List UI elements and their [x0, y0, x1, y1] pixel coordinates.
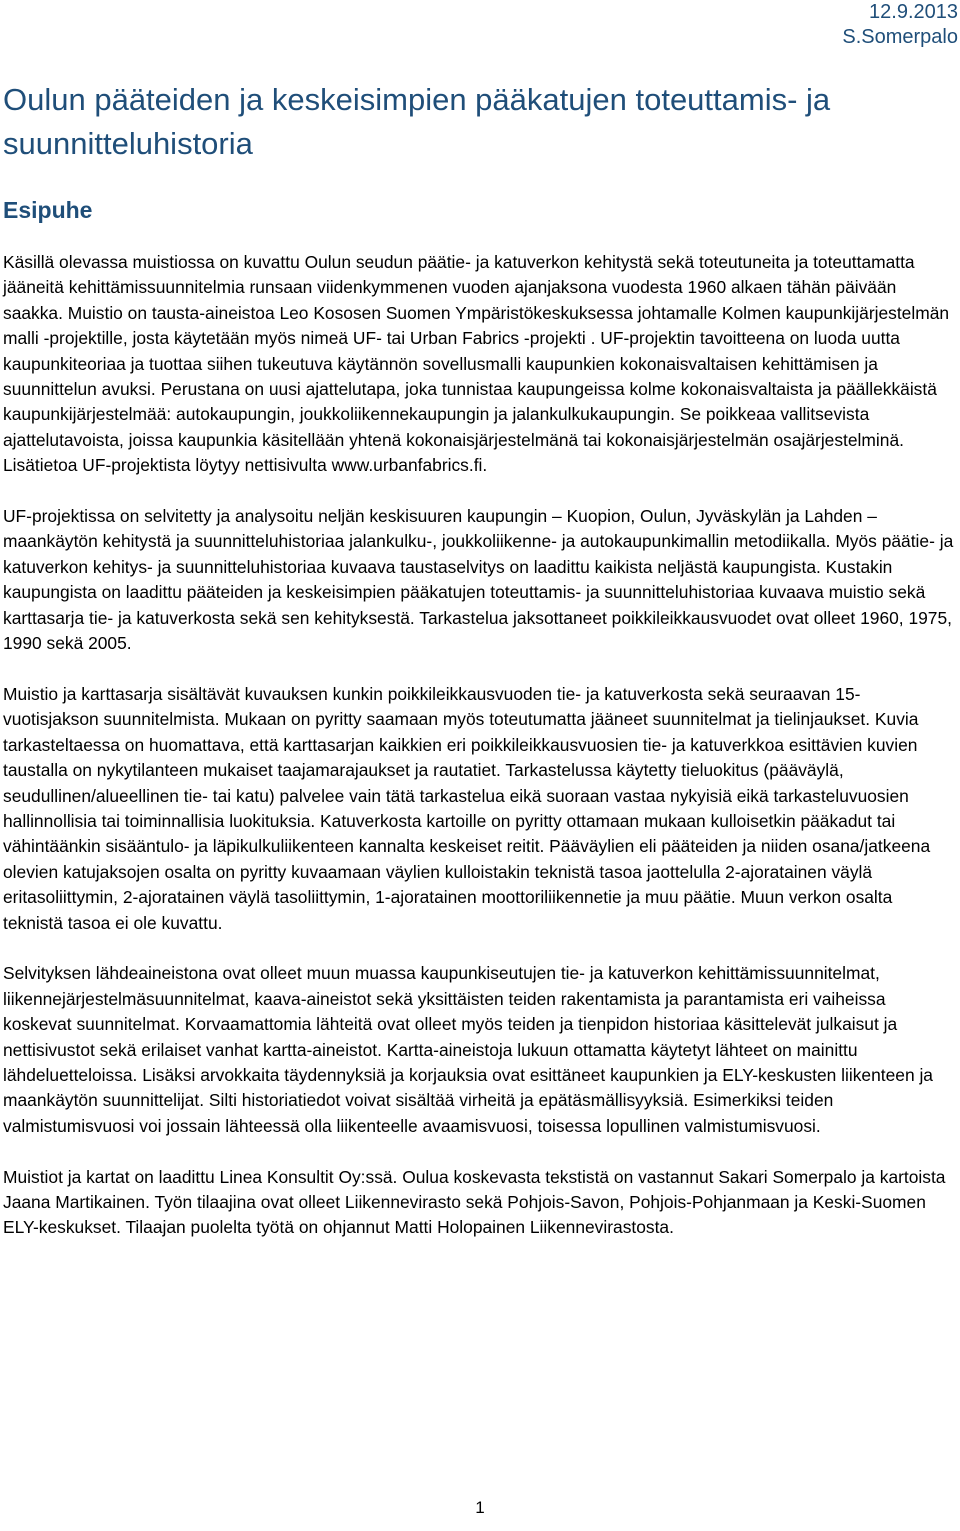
paragraph-uf-project: UF-projektissa on selvitetty ja analysoitu neljän keskisuuren kaupungin – Kuopion, Oulun, Jyväskylän ja Lahden – maankäytön kehitystä ja suunnitteluhistoriaa jalankulku-, joukkoliikenne- ja autokaupunkimallin metodiikalla. Myös päätie- ja katuverkon kehitys- ja suunnitteluhistoriaa kuvaava taustaselvitys on laadittu kaikista neljästä kaupungista. Kustakin kaupungista on laadittu pääteiden ja keskeisimpien pääkatujen toteuttamis- ja suunnitteluhistoriaa kuvaava muistio sekä karttasarja tie- ja katuverkosta sekä sen kehityksestä. Tarkastelua jaksottaneet poikkileikkausvuodet ovat olleet 1960, 1975, 1990 sekä 2005.: [3, 506, 954, 654]
section-heading: Esipuhe: [3, 197, 93, 223]
document-date: 12.9.2013: [869, 1, 958, 23]
paragraph-sources: Selvityksen lähdeaineistona ovat olleet muun muassa kaupunkiseutujen tie- ja katuverkon kehittämissuunnitelmat, liikennejärjestelmäsuunnitelmat, kaava-aineistot sekä yksittäisten teiden rakentamista ja parantamista eri vaiheissa koskevat suunnitelmat. Korvaamattomia lähteitä ovat olleet myös teiden ja tienpidon historiaa käsittelevät julkaisut ja nettisivustot sekä erilaiset vanhat kartta-aineistot. Kartta-aineistoja lukuun ottamatta käytetyt lähteet on mainittu lähdeluetteloissa. Lisäksi arvokkaita täydennyksiä ja korjauksia ovat esittäneet kaupunkien ja ELY-keskusten liikenteen ja maankäytön suunnittelijat. Silti historiatiedot voivat sisältää virheitä ja epätäsmällisyyksiä. Esimerkiksi teiden valmistumisvuosi voi jossain lähteessä olla liikenteelle avaamisvuosi, toisessa lopullinen valmistumisvuosi.: [3, 963, 933, 1136]
document-header-meta: [842, 0, 958, 50]
document-author: S.Somerpalo: [842, 26, 958, 48]
page-number: 1: [475, 1498, 485, 1517]
paragraph-memo-content: Muistio ja karttasarja sisältävät kuvauksen kunkin poikkileikkausvuoden tie- ja katuverkosta sekä seuraavan 15-vuotisjakson suunnitelmista. Mukaan on pyritty saamaan myös toteutumatta jääneet suunnitelmat ja tielinjaukset. Kuvia tarkasteltaessa on huomattava, että karttasarjan kaikkien eri poikkileikkausvuosien tie- ja katuverkkoa esittävien kuvien taustalla on nykytilanteen mukaiset taajamarajaukset ja rautatiet. Tarkastelussa käytetty tieluokitus (pääväylä, seudullinen/alueellinen tie- tai katu) palvelee vain tätä tarkastelua eikä suoraan vastaa nykyisiä eikä tarkasteluvuosien hallinnollisia tai toiminnallisia luokituksia. Katuverkosta kartoille on pyritty ottamaan mukaan kulloisetkin pääkadut tai vähintäänkin sisääntulo- ja läpikulkuliikenteen kannalta keskeiset reitit. Pääväylien eli pääteiden ja niiden osana/jatkeena olevien katujaksojen osalta on pyritty kuvaamaan väylien kulloistakin teknistä tasoa jaottelulla 2-ajoratainen väylä eritasoliittymin, 2-ajoratainen väylä tasoliittymin, 1-ajoratainen moottoriliikennetie ja muu päätie. Muun verkon osalta teknistä tasoa ei ole kuvattu.: [3, 683, 931, 933]
paragraph-intro: Käsillä olevassa muistiossa on kuvattu Oulun seudun päätie- ja katuverkon kehitystä sekä toteutuneita ja toteuttamatta jääneitä kehittämissuunnitelmia runsaan viidenkymmenen vuoden ajanjaksona vuodesta 1960 alkaen tähän päivään saakka. Muistio on tausta-aineistoa Leo Kososen Suomen Ympäristökeskuksessa johtamalle Kolmen kaupunkijärjestelmän malli -projektille, josta käytetään myös nimeä UF- tai Urban Fabrics -projekti . UF-projektin tavoitteena on luoda uutta kaupunkiteoriaa ja tuottaa siihen tukeutuva käytännön sovellusmalli kaupunkien kokonaisvaltaisen kehittämisen ja suunnittelun avuksi. Perustana on uusi ajattelutapa, joka tunnistaa kaupungeissa kolme kokonaisvaltaista ja päällekkäistä kaupunkijärjestelmää: autokaupungin, joukkoliikennekaupungin ja jalankulkukaupungin. Se poikkeaa vallitsevista ajattelutavoista, joissa kaupunkia käsitellään yhtenä kokonaisjärjestelmänä tai kokonaisjärjestelmän osajärjestelminä. Lisätietoa UF-projektista löytyy nettisivulta www.urbanfabrics.fi.: [3, 252, 950, 476]
paragraph-credits: Muistiot ja kartat on laadittu Linea Konsultit Oy:ssä. Oulua koskevasta tekstistä on vastannut Sakari Somerpalo ja kartoista Jaana Martikainen. Työn tilaajina ovat olleet Liikennevirasto sekä Pohjois-Savon, Pohjois-Pohjanmaan ja Keski-Suomen ELY-keskukset. Tilaajan puolelta työtä on ohjannut Matti Holopainen Liikennevirastosta.: [3, 1166, 946, 1238]
document-body: [3, 250, 955, 1266]
document-title: Oulun pääteiden ja keskeisimpien pääkatujen toteuttamis- ja suunnitteluhistoria: [3, 82, 831, 161]
